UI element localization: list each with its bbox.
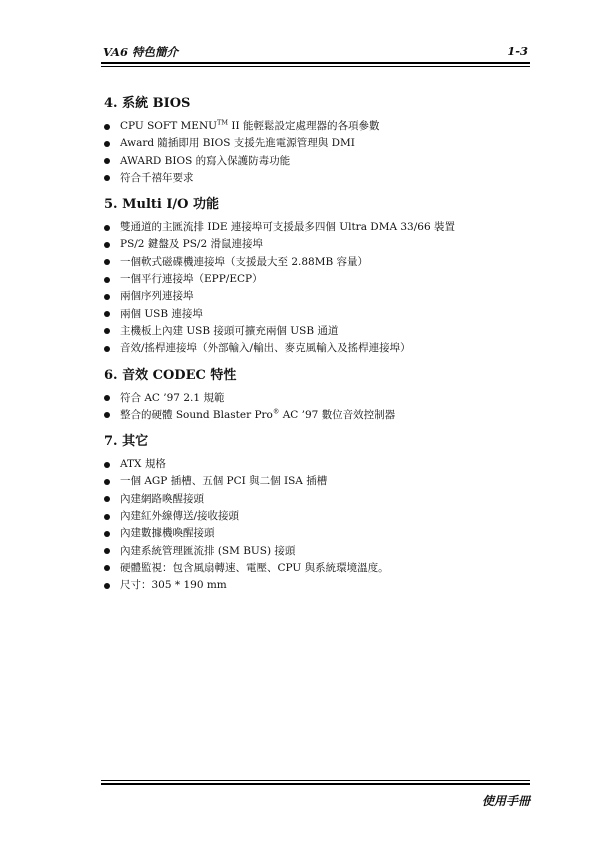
item-text: PS/2 鍵盤及 PS/2 滑鼠連接埠 bbox=[120, 238, 263, 251]
list-item bbox=[104, 254, 524, 271]
bullet-icon bbox=[104, 141, 110, 147]
list-item bbox=[104, 508, 524, 525]
item-text: 符合千禧年要求 bbox=[120, 171, 194, 184]
item-text: 符合 AC ’97 2.1 規範 bbox=[120, 391, 225, 404]
footer-rule-thin bbox=[101, 780, 530, 781]
section-heading: 5. Multi I/O 功能 bbox=[104, 197, 220, 213]
bullet-icon bbox=[104, 225, 110, 231]
page-number: 1-3 bbox=[507, 44, 528, 58]
footer-text: 使用手冊 bbox=[481, 794, 530, 808]
item-text: 雙通道的主匯流排 IDE 連接埠可支援最多四個 Ultra DMA 33/66 裝置 bbox=[120, 221, 455, 234]
bullet-list bbox=[104, 219, 524, 357]
bullet-icon bbox=[104, 346, 110, 352]
item-text: Award 隨插即用 BIOS 支援先進電源管理與 DMI bbox=[120, 137, 355, 150]
item-text: 兩個 USB 連接埠 bbox=[120, 307, 203, 320]
bullet-icon bbox=[104, 514, 110, 520]
bullet-icon bbox=[104, 412, 110, 418]
item-text: AWARD BIOS 的寫入保護防毒功能 bbox=[120, 154, 291, 167]
bullet-icon bbox=[104, 311, 110, 317]
item-text: 一個軟式磁碟機連接埠（支援最大至 2.88MB 容量） bbox=[120, 255, 369, 268]
item-text: 一個 AGP 插槽、五個 PCI 與二個 ISA 插槽 bbox=[120, 475, 328, 488]
list-item bbox=[104, 491, 524, 508]
section bbox=[104, 366, 524, 425]
item-text: 內建網路喚醒接頭 bbox=[120, 492, 204, 505]
header-title: VA6 特色簡介 bbox=[103, 45, 178, 59]
list-item bbox=[104, 577, 524, 594]
list-item bbox=[104, 407, 524, 424]
header-rule-thin bbox=[101, 66, 530, 67]
bullet-icon bbox=[104, 395, 110, 401]
item-text: 內建數據機喚醒接頭 bbox=[120, 527, 215, 540]
bullet-icon bbox=[104, 583, 110, 589]
header-rule-thick bbox=[101, 62, 530, 64]
item-text: 兩個序列連接埠 bbox=[120, 290, 194, 303]
list-item bbox=[104, 473, 524, 490]
item-text: 整合的硬體 Sound Blaster Pro bbox=[120, 408, 273, 421]
bullet-icon bbox=[104, 158, 110, 164]
bullet-icon bbox=[104, 277, 110, 283]
item-superscript: ® bbox=[272, 407, 280, 416]
item-text: ATX 規格 bbox=[120, 458, 166, 471]
list-item bbox=[104, 323, 524, 340]
item-text: 主機板上內建 USB 接頭可擴充兩個 USB 通道 bbox=[120, 324, 339, 337]
item-text: CPU SOFT MENU bbox=[120, 120, 217, 132]
bullet-icon bbox=[104, 124, 110, 130]
list-item bbox=[104, 118, 524, 135]
list-item bbox=[104, 456, 524, 473]
bullet-icon bbox=[104, 259, 110, 265]
bullet-list bbox=[104, 390, 524, 425]
item-text-continued: II 能輕鬆設定處理器的各項參數 bbox=[227, 120, 380, 132]
bullet-icon bbox=[104, 479, 110, 485]
section-heading: 7. 其它 bbox=[104, 434, 149, 450]
footer-rule-thick bbox=[101, 783, 530, 785]
list-item bbox=[104, 525, 524, 542]
list-item bbox=[104, 135, 524, 152]
bullet-icon bbox=[104, 175, 110, 181]
item-superscript: TM bbox=[216, 118, 228, 127]
item-text: 一個平行連接埠（EPP/ECP） bbox=[120, 273, 263, 286]
list-item bbox=[104, 306, 524, 323]
list-item bbox=[104, 288, 524, 305]
item-text-continued: AC ’97 數位音效控制器 bbox=[279, 408, 396, 421]
section-heading: 6. 音效 CODEC 特性 bbox=[104, 367, 237, 383]
section bbox=[104, 195, 524, 357]
item-text: 音效/搖桿連接埠（外部輸入/輸出、麥克風輸入及搖桿連接埠） bbox=[120, 342, 411, 355]
list-item bbox=[104, 153, 524, 170]
list-item bbox=[104, 170, 524, 187]
bullet-icon bbox=[104, 565, 110, 571]
item-text: 尺寸：305 * 190 mm bbox=[120, 579, 227, 592]
bullet-icon bbox=[104, 328, 110, 334]
bullet-icon bbox=[104, 462, 110, 468]
bullet-icon bbox=[104, 496, 110, 502]
bullet-list bbox=[104, 118, 524, 187]
section-heading: 4. 系統 BIOS bbox=[104, 96, 191, 111]
item-text: 硬體監視：包含風扇轉速、電壓、CPU 與系統環境溫度。 bbox=[120, 561, 389, 574]
bullet-list bbox=[104, 456, 524, 594]
bullet-icon bbox=[104, 531, 110, 537]
bullet-icon bbox=[104, 294, 110, 300]
section bbox=[104, 432, 524, 594]
item-text: 內建系統管理匯流排 (SM BUS) 接頭 bbox=[120, 544, 296, 557]
list-item bbox=[104, 340, 524, 357]
list-item bbox=[104, 236, 524, 253]
list-item bbox=[104, 390, 524, 407]
list-item bbox=[104, 543, 524, 560]
page-header bbox=[101, 42, 530, 62]
bullet-icon bbox=[104, 242, 110, 248]
section bbox=[104, 94, 524, 187]
bullet-icon bbox=[104, 548, 110, 554]
item-text: 內建紅外線傳送/接收接頭 bbox=[120, 510, 240, 523]
document-body bbox=[104, 94, 524, 603]
list-item bbox=[104, 219, 524, 236]
list-item bbox=[104, 560, 524, 577]
list-item bbox=[104, 271, 524, 288]
